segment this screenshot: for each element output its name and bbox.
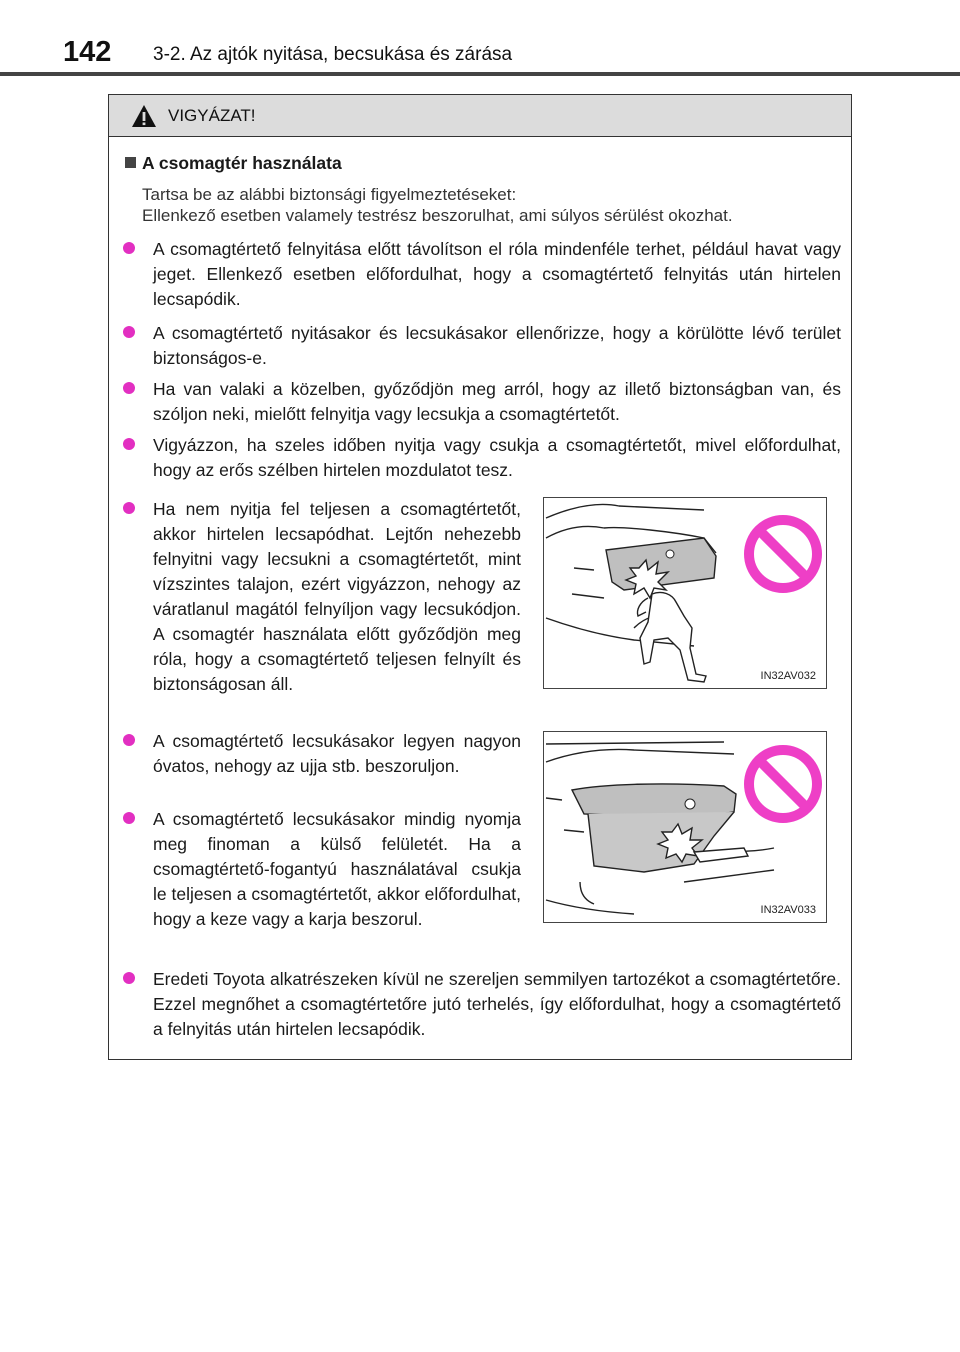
bullet-item <box>123 321 841 371</box>
bullet-text: A csomagtértető lecsukásakor mindig nyomja meg finoman a külső felületét. Ha a csomagtértető-fogantyú használatával csukja le teljesen a csomagtértetőt, akkor előfordulhat, hogy a keze vagy a karja beszorul. <box>153 809 521 929</box>
page-header <box>0 0 960 76</box>
bullet-item <box>123 433 841 483</box>
trunk-slam-illustration <box>544 498 825 687</box>
figure-trunk-pinch <box>543 731 827 923</box>
prohibition-sign-icon <box>749 520 817 588</box>
section-title: 3-2. Az ajtók nyitása, becsukása és zárása <box>153 44 513 65</box>
intro-text <box>142 184 842 226</box>
trunk-lid <box>606 538 716 590</box>
square-bullet-icon <box>125 157 136 168</box>
bullet-text: A csomagtértető lecsukásakor legyen nagyon óvatos, nehogy az ujja stb. beszoruljon. <box>153 731 521 776</box>
bullet-item <box>123 967 841 1042</box>
intro-line-1: Tartsa be az alábbi biztonsági figyelmeztetéseket: <box>142 185 517 204</box>
bullet-text: A csomagtértető nyitásakor és lecsukásakor ellenőrizze, hogy a körülötte lévő terület biztonságos-e. <box>153 323 841 368</box>
subheading <box>125 153 342 174</box>
bullet-item <box>123 497 521 697</box>
warning-triangle-icon <box>131 104 157 128</box>
warning-bar <box>109 95 851 137</box>
intro-line-2: Ellenkező esetben valamely testrész beszorulhat, ami súlyos sérülést okozhat. <box>142 206 733 225</box>
bullet-dot-icon <box>123 812 135 824</box>
bullet-dot-icon <box>123 972 135 984</box>
figure-code: IN32AV032 <box>760 670 816 682</box>
warning-label: VIGYÁZAT! <box>168 106 256 125</box>
figure-code: IN32AV033 <box>760 904 816 916</box>
bullet-text: Vigyázzon, ha szeles időben nyitja vagy csukja a csomagtértetőt, mivel előfordulhat, hogy az erős szélben hirtelen mozdulatot tesz. <box>153 435 841 480</box>
warning-box <box>108 94 852 1060</box>
bullet-dot-icon <box>123 438 135 450</box>
bullet-dot-icon <box>123 242 135 254</box>
bullet-dot-icon <box>123 502 135 514</box>
page-number: 142 <box>63 36 112 68</box>
person-figure <box>637 592 706 682</box>
bullet-item <box>123 377 841 427</box>
trunk-pinch-illustration <box>544 732 825 921</box>
bullet-item <box>123 807 521 932</box>
bullet-dot-icon <box>123 382 135 394</box>
prohibition-sign-icon <box>749 750 817 818</box>
bullet-text: Ha nem nyitja fel teljesen a csomagtértetőt, akkor hirtelen lecsapódhat. Lejtőn nehezebb felnyitni vagy lecsukni a csomagtértetőt, mint vízszintes talajon, ezért vigyázzon, nehogy az váratlanul magától felnyíljon vagy lecsukódjon. A csomagtér használata előtt győződjön meg róla, hogy a csomagtértető teljesen felnyílt és biztonságosan áll. <box>153 499 521 694</box>
bullet-text: Ha van valaki a közelben, győződjön meg arról, hogy az illető biztonságban van, és szóljon neki, mielőtt felnyitja vagy lecsukja a csomagtértetőt. <box>153 379 841 424</box>
bullet-text: A csomagtértető felnyitása előtt távolítson el róla mindenféle terhet, például havat vagy jeget. Ellenkező esetben előfordulhat, hogy a csomagtértető felnyitás után hirtelen lecsapódik. <box>153 239 841 309</box>
subheading-text: A csomagtér használata <box>142 153 342 173</box>
header-rule <box>0 72 960 76</box>
bullet-item <box>123 729 521 779</box>
bullet-dot-icon <box>123 734 135 746</box>
figure-trunk-slam <box>543 497 827 689</box>
bullet-dot-icon <box>123 326 135 338</box>
bullet-text: Eredeti Toyota alkatrészeken kívül ne szereljen semmilyen tartozékot a csomagtértetőre. Ezzel megnőhet a csomagtértetőre jutó terhelés, így előfordulhat, hogy a csomagtértető a felnyitás után hirtelen lecsapódik. <box>153 969 841 1039</box>
bullet-item <box>123 237 841 312</box>
